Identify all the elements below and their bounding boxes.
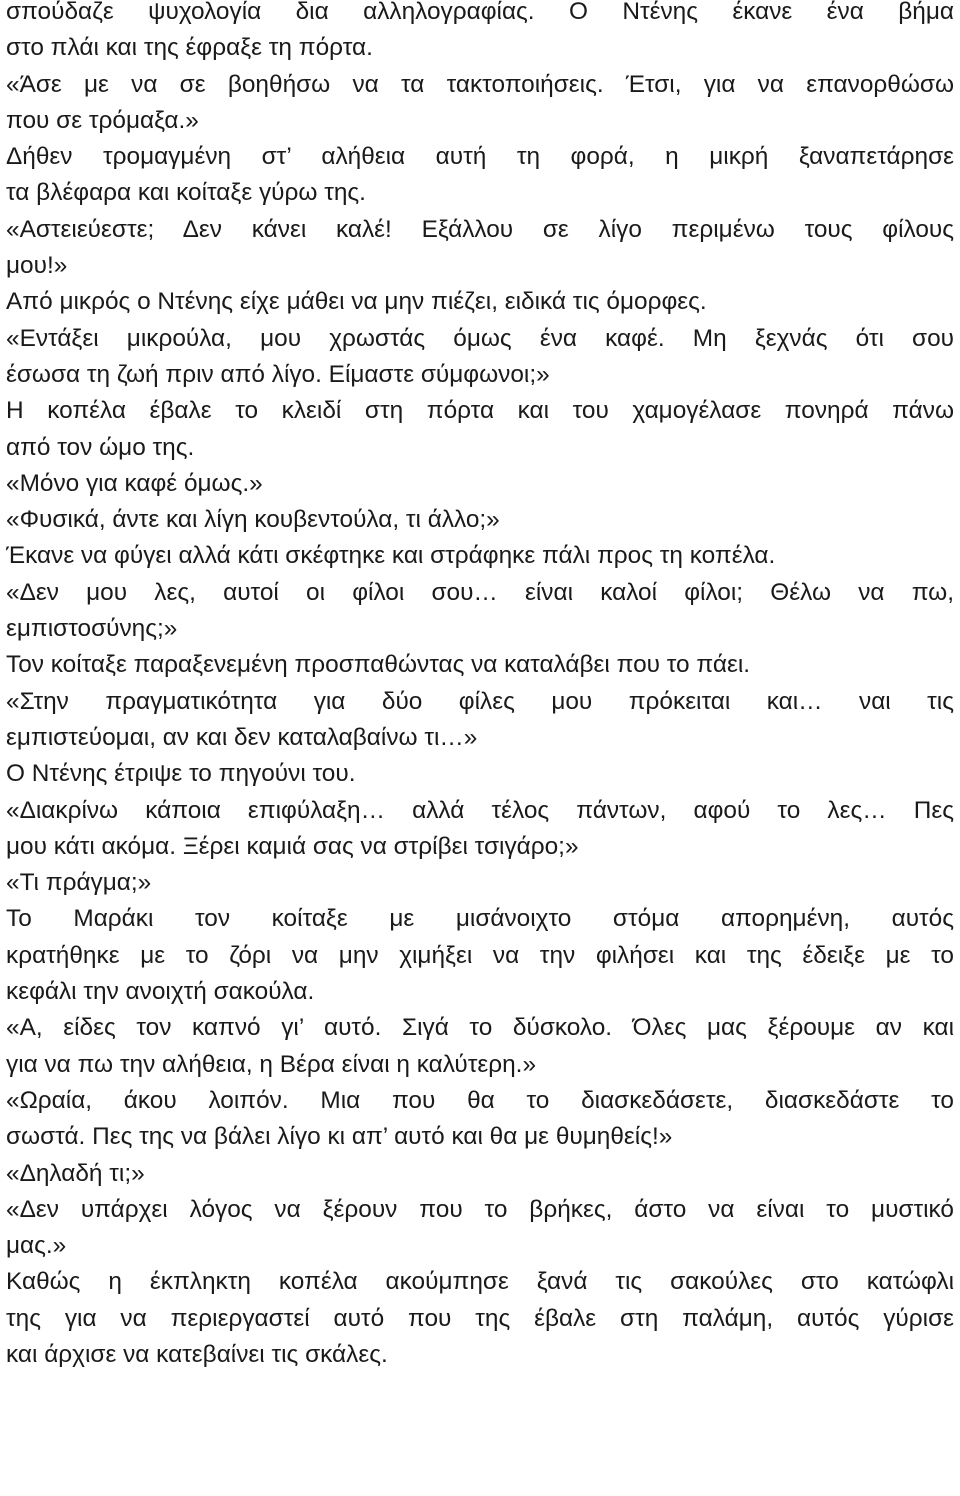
- text-line: έσωσα τη ζωή πριν από λίγο. Είμαστε σύμφωνοι;»: [6, 360, 550, 388]
- text-line: και άρχισε να κατεβαίνει τις σκάλες.: [6, 1340, 388, 1368]
- text-line: σωστά. Πες της να βάλει λίγο κι απ’ αυτό και θα με θυμηθείς!»: [6, 1123, 673, 1151]
- text-line: που σε τρόμαξα.»: [6, 106, 199, 134]
- text-line: «Ωραία, άκου λοιπόν. Μια που θα το διασκεδάσετε, διασκεδάστε το: [6, 1086, 954, 1114]
- text-line: «Δεν υπάρχει λόγος να ξέρουν που το βρήκες, άστο να είναι το μυστικό: [6, 1195, 954, 1223]
- text-line: Τον κοίταξε παραξενεμένη προσπαθώντας να καταλάβει που το πάει.: [6, 651, 751, 679]
- text-line: μας.»: [6, 1232, 67, 1260]
- text-line: Καθώς η έκπληκτη κοπέλα ακούμπησε ξανά τις σακούλες στο κατώφλι: [6, 1268, 954, 1296]
- text-line: εμπιστοσύνης;»: [6, 615, 178, 643]
- body-text: [6, 0, 954, 1373]
- text-line: «Διακρίνω κάποια επιφύλαξη… αλλά τέλος πάντων, αφού το λες… Πες: [6, 796, 954, 824]
- text-line: εμπιστεύομαι, αν και δεν καταλαβαίνω τι…»: [6, 723, 478, 751]
- text-line: κρατήθηκε με το ζόρι να μην χιμήξει να την φιλήσει και της έδειξε με το: [6, 941, 954, 969]
- text-line: «Αστειεύεστε; Δεν κάνει καλέ! Εξάλλου σε λίγο περιμένω τους φίλους: [6, 215, 954, 243]
- text-line: Από μικρός ο Ντένης είχε μάθει να μην πιέζει, ειδικά τις όμορφες.: [6, 288, 707, 316]
- text-line: Ο Ντένης έτριψε το πηγούνι του.: [6, 760, 356, 788]
- text-line: σπούδαζε ψυχολογία δια αλληλογραφίας. Ο Ντένης έκανε ένα βήμα: [6, 0, 954, 25]
- text-line: τα βλέφαρα και κοίταξε γύρω της.: [6, 179, 366, 207]
- text-line: «Τι πράγμα;»: [6, 869, 152, 897]
- text-line: «Άσε με να σε βοηθήσω να τα τακτοποιήσεις. Έτσι, για να επανορθώσω: [6, 70, 954, 98]
- text-line: «Φυσικά, άντε και λίγη κουβεντούλα, τι άλλο;»: [6, 506, 500, 534]
- text-line: Έκανε να φύγει αλλά κάτι σκέφτηκε και στράφηκε πάλι προς τη κοπέλα.: [6, 542, 776, 570]
- text-line: μου κάτι ακόμα. Ξέρει καμιά σας να στρίβει τσιγάρο;»: [6, 832, 579, 860]
- text-line: «Μόνο για καφέ όμως.»: [6, 469, 263, 497]
- text-line: Η κοπέλα έβαλε το κλειδί στη πόρτα και του χαμογέλασε πονηρά πάνω: [6, 397, 954, 425]
- text-line: στο πλάι και της έφραξε τη πόρτα.: [6, 34, 373, 62]
- text-line: «Στην πραγματικότητα για δύο φίλες μου πρόκειται και… ναι τις: [6, 687, 954, 715]
- text-line: «Εντάξει μικρούλα, μου χρωστάς όμως ένα καφέ. Μη ξεχνάς ότι σου: [6, 324, 954, 352]
- text-line: κεφάλι την ανοιχτή σακούλα.: [6, 978, 315, 1006]
- text-line: Δήθεν τρομαγμένη στ’ αλήθεια αυτή τη φορά, η μικρή ξαναπετάρησε: [6, 143, 954, 171]
- text-line: «Α, είδες τον καπνό γι’ αυτό. Σιγά το δύσκολο. Όλες μας ξέρουμε αν και: [6, 1014, 954, 1042]
- text-line: «Δεν μου λες, αυτοί οι φίλοι σου… είναι καλοί φίλοι; Θέλω να πω,: [6, 578, 954, 606]
- text-line: για να πω την αλήθεια, η Βέρα είναι η καλύτερη.»: [6, 1050, 537, 1078]
- text-line: της για να περιεργαστεί αυτό που της έβαλε στη παλάμη, αυτός γύρισε: [6, 1304, 954, 1332]
- text-line: «Δηλαδή τι;»: [6, 1159, 145, 1187]
- text-line: από τον ώμο της.: [6, 433, 195, 461]
- text-line: μου!»: [6, 252, 68, 280]
- text-line: Το Μαράκι τον κοίταξε με μισάνοιχτο στόμα απορημένη, αυτός: [6, 905, 954, 933]
